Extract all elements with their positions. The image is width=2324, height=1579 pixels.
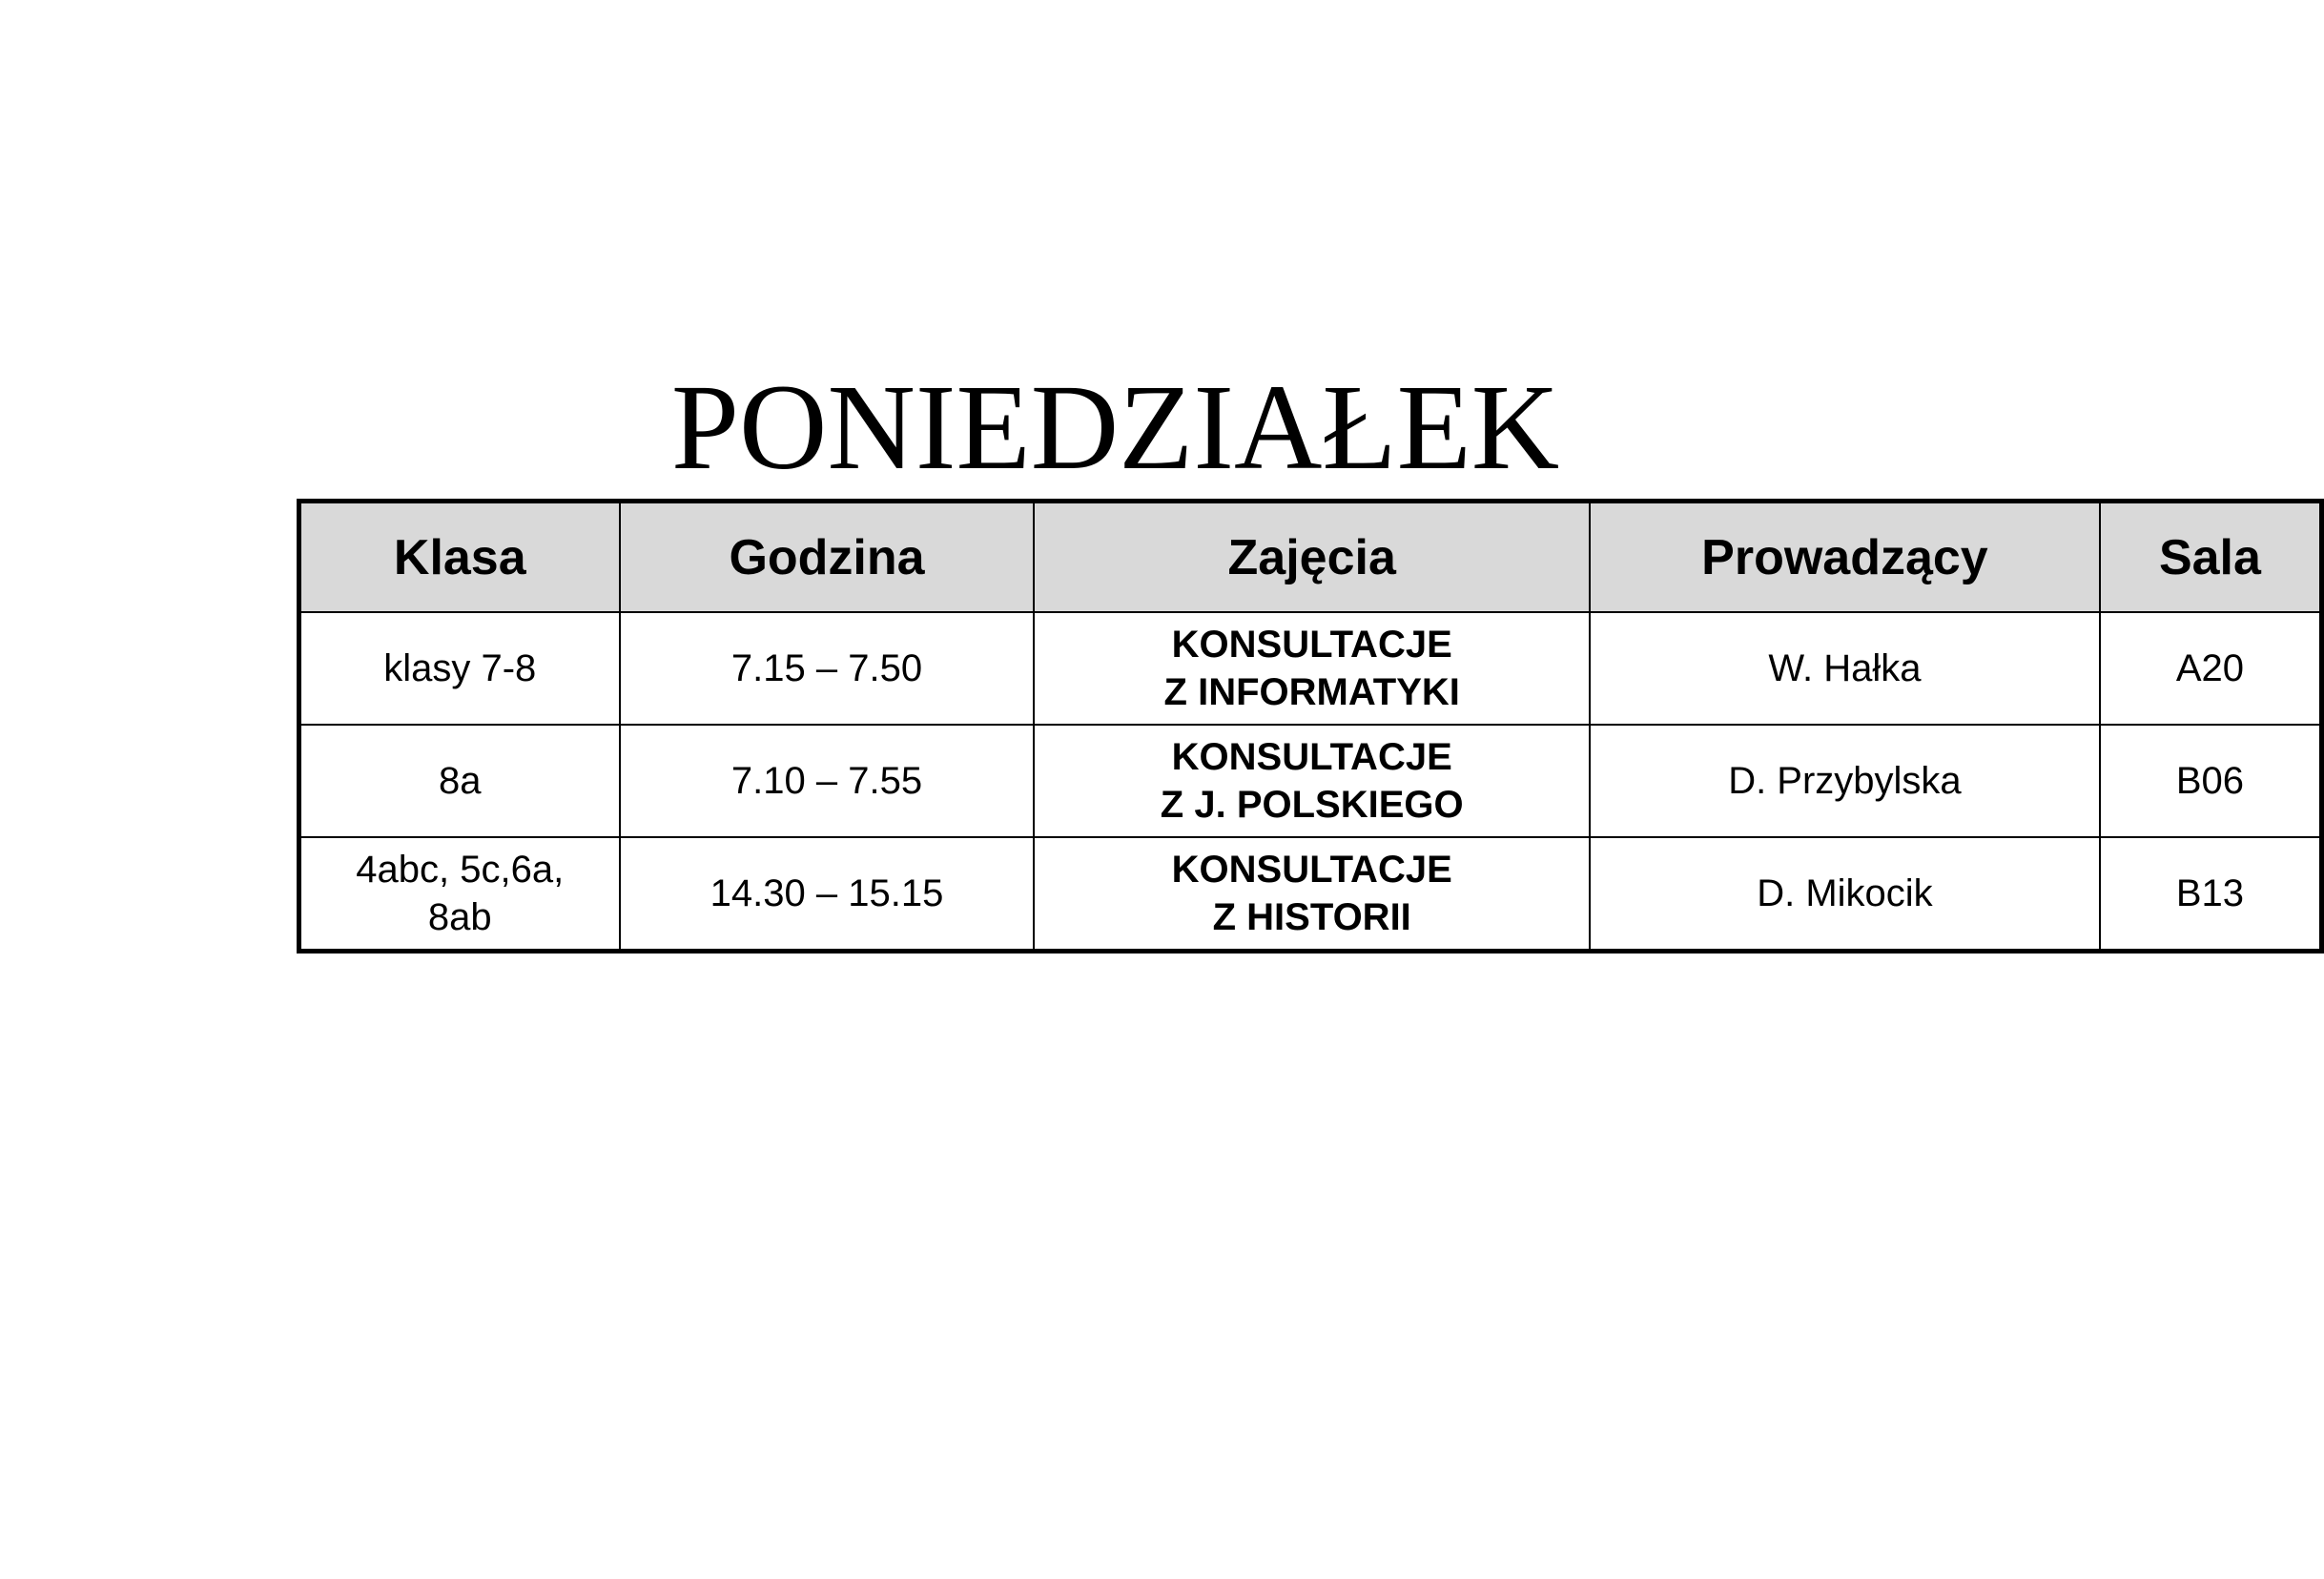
subject-line-1: KONSULTACJE bbox=[1171, 624, 1452, 666]
table-row bbox=[299, 725, 2322, 837]
cell-prowadzacy: W. Hałka bbox=[1590, 612, 2100, 725]
header-godzina: Godzina bbox=[620, 502, 1035, 613]
cell-sala: B06 bbox=[2100, 725, 2322, 837]
cell-zajecia bbox=[1034, 837, 1590, 952]
schedule-table bbox=[297, 499, 2324, 954]
header-zajecia: Zajęcia bbox=[1034, 502, 1590, 613]
cell-godzina: 14.30 – 15.15 bbox=[620, 837, 1035, 952]
cell-klasa bbox=[299, 837, 620, 952]
cell-klasa: 8a bbox=[299, 725, 620, 837]
subject-line-1: KONSULTACJE bbox=[1171, 849, 1452, 891]
page-title: PONIEDZIAŁEK bbox=[670, 359, 1560, 495]
cell-godzina: 7.15 – 7.50 bbox=[620, 612, 1035, 725]
header-prowadzacy: Prowadzący bbox=[1590, 502, 2100, 613]
table-row bbox=[299, 612, 2322, 725]
header-sala: Sala bbox=[2100, 502, 2322, 613]
klasa-line-2: 8ab bbox=[427, 896, 492, 938]
header-klasa: Klasa bbox=[299, 502, 620, 613]
subject-line-2: Z INFORMATYKI bbox=[1163, 671, 1460, 713]
cell-prowadzacy: D. Przybylska bbox=[1590, 725, 2100, 837]
cell-prowadzacy: D. Mikocik bbox=[1590, 837, 2100, 952]
subject-line-2: Z J. POLSKIEGO bbox=[1160, 784, 1464, 826]
klasa-line-1: 4abc, 5c,6a, bbox=[356, 849, 565, 891]
table-header-row bbox=[299, 502, 2322, 613]
cell-zajecia bbox=[1034, 725, 1590, 837]
cell-sala: B13 bbox=[2100, 837, 2322, 952]
subject-line-2: Z HISTORII bbox=[1212, 896, 1411, 938]
subject-line-1: KONSULTACJE bbox=[1171, 736, 1452, 778]
table-row bbox=[299, 837, 2322, 952]
cell-zajecia bbox=[1034, 612, 1590, 725]
cell-godzina: 7.10 – 7.55 bbox=[620, 725, 1035, 837]
cell-klasa: klasy 7-8 bbox=[299, 612, 620, 725]
cell-sala: A20 bbox=[2100, 612, 2322, 725]
